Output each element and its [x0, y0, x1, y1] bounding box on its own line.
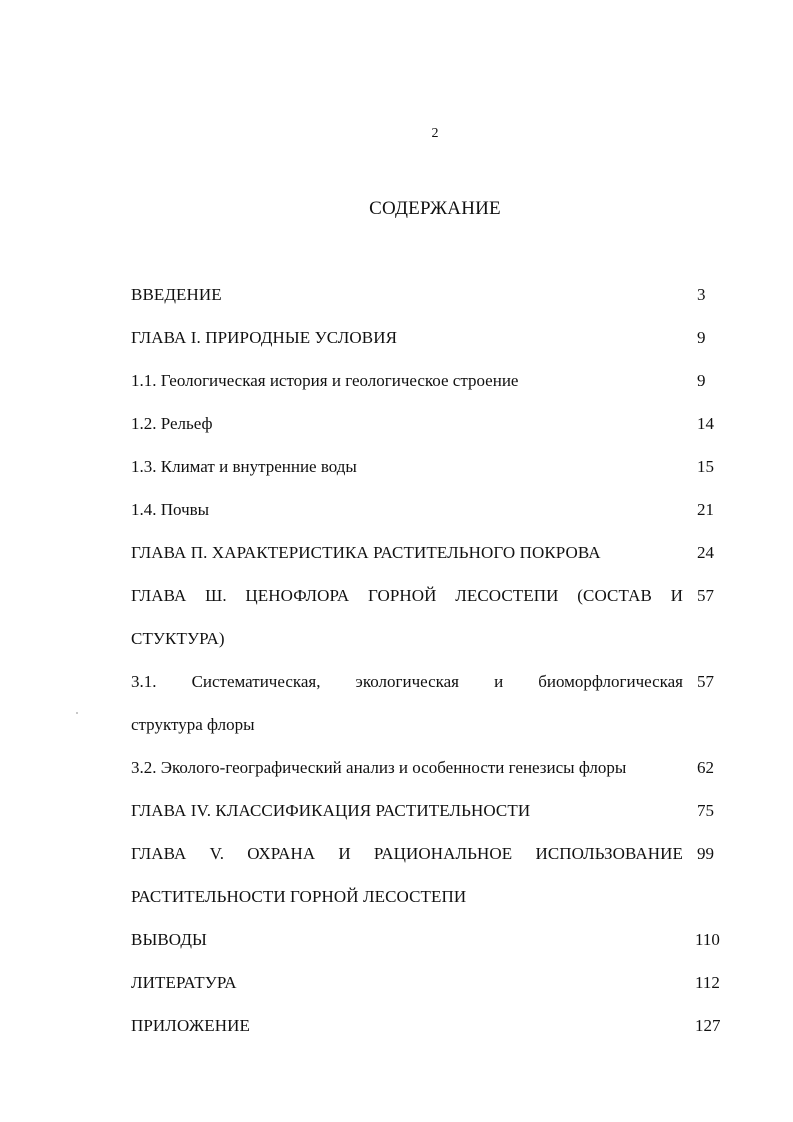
toc-page-number: 110	[695, 930, 720, 949]
toc-page-number: 9	[697, 371, 706, 390]
toc-entry-section-3-2: 3.2. Эколого-географический анализ и особенности генезисы флоры	[131, 758, 627, 777]
toc-entry-introduction: ВВЕДЕНИЕ	[131, 285, 222, 304]
page-title: СОДЕРЖАНИЕ	[369, 198, 501, 219]
toc-page-number: 9	[697, 328, 706, 347]
toc-page-number: 75	[697, 801, 714, 820]
toc-entry-section-3-1-continued: структура флоры	[131, 715, 255, 734]
toc-entry-chapter-5-continued: РАСТИТЕЛЬНОСТИ ГОРНОЙ ЛЕСОСТЕПИ	[131, 887, 467, 906]
toc-entry-chapter-2: ГЛАВА П. ХАРАКТЕРИСТИКА РАСТИТЕЛЬНОГО ПОКРОВА	[131, 543, 601, 562]
toc-page-number: 15	[697, 457, 714, 476]
toc-entry-section-3-1: 3.1. Систематическая, экологическая и биоморфлогическая	[131, 672, 683, 691]
toc-page-number: 112	[695, 973, 720, 992]
scan-speck	[76, 712, 78, 714]
toc-entry-section-1-2: 1.2. Рельеф	[131, 414, 213, 433]
toc-entry-chapter-3: ГЛАВА Ш. ЦЕНОФЛОРА ГОРНОЙ ЛЕСОСТЕПИ (СОСТАВ И	[131, 586, 683, 605]
toc-page-number: 21	[697, 500, 714, 519]
toc-page-number: 3	[697, 285, 706, 304]
toc-entry-conclusions: ВЫВОДЫ	[131, 930, 207, 949]
toc-page-number: 24	[697, 543, 714, 562]
toc-entry-chapter-5: ГЛАВА V. ОХРАНА И РАЦИОНАЛЬНОЕ ИСПОЛЬЗОВАНИЕ	[131, 844, 683, 863]
toc-page-number: 57	[697, 672, 714, 691]
toc-entry-chapter-3-continued: СТУКТУРА)	[131, 629, 225, 648]
toc-entry-chapter-4: ГЛАВА IV. КЛАССИФИКАЦИЯ РАСТИТЕЛЬНОСТИ	[131, 801, 531, 820]
toc-page-number: 62	[697, 758, 714, 777]
toc-page-number: 57	[697, 586, 714, 605]
page-number: 2	[431, 126, 439, 141]
toc-page-number: 14	[697, 414, 714, 433]
toc-entry-section-1-3: 1.3. Климат и внутренние воды	[131, 457, 357, 476]
toc-page-number: 127	[695, 1016, 721, 1035]
toc-entry-section-1-4: 1.4. Почвы	[131, 500, 210, 519]
toc-entry-literature: ЛИТЕРАТУРА	[131, 973, 237, 992]
toc-entry-appendix: ПРИЛОЖЕНИЕ	[131, 1016, 250, 1035]
toc-entry-section-1-1: 1.1. Геологическая история и геологическое строение	[131, 371, 519, 390]
toc-page-number: 99	[697, 844, 714, 863]
toc-entry-chapter-1: ГЛАВА I. ПРИРОДНЫЕ УСЛОВИЯ	[131, 328, 398, 347]
